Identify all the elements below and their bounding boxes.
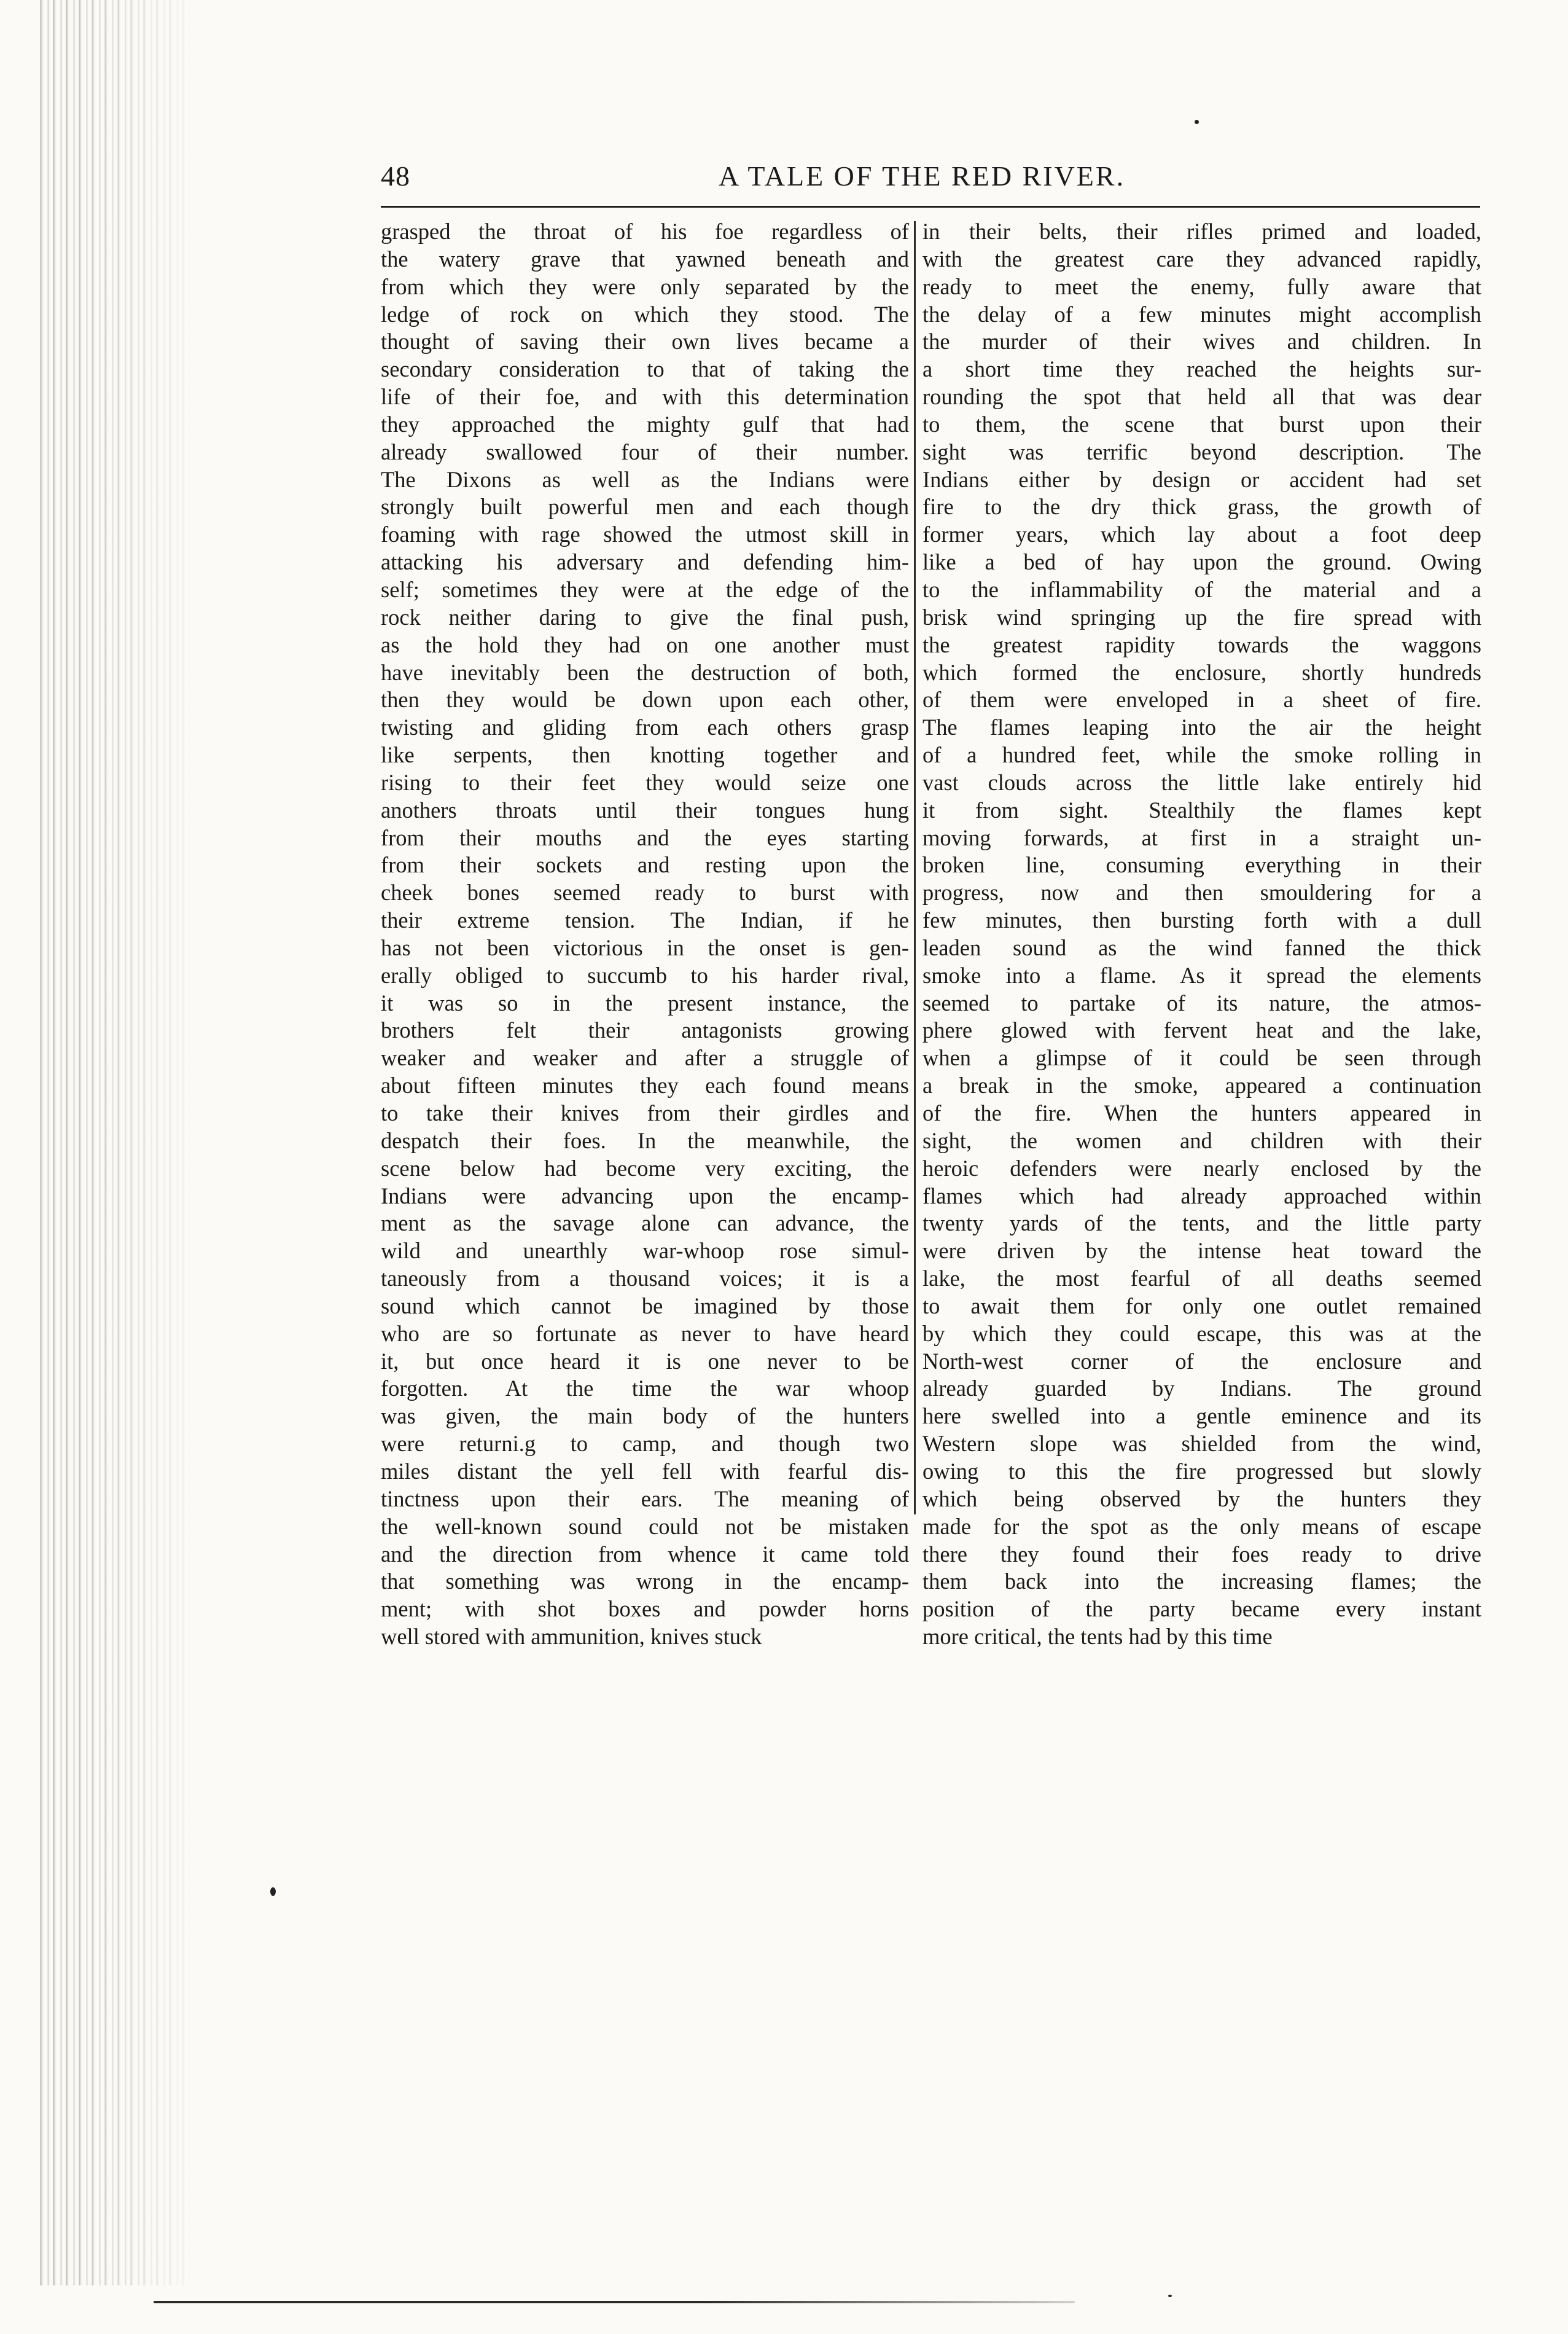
page-bottom-edge [154, 2301, 1075, 2303]
text-line: broken line, consuming everything in their [922, 852, 1481, 878]
text-line: from their mouths and the eyes starting [381, 824, 909, 850]
text-line: rounding the spot that held all that was dear [922, 384, 1481, 410]
text-line: has not been victorious in the onset is gen- [381, 934, 909, 960]
text-line: of them were enveloped in a sheet of fire. [922, 687, 1481, 713]
text-line: cheek bones seemed ready to burst with [381, 880, 909, 906]
text-line: ledge of rock on which they stood. The [381, 301, 909, 327]
text-line: to them, the scene that burst upon their [922, 411, 1481, 437]
text-line: Indians either by design or accident had set [922, 466, 1481, 492]
page-title: A TALE OF THE RED RIVER. [719, 160, 1126, 192]
text-line: twenty yards of the tents, and the little party [922, 1210, 1481, 1236]
text-line: ment as the savage alone can advance, the [381, 1210, 909, 1236]
text-line: have inevitably been the destruction of both, [381, 659, 909, 685]
text-line: made for the spot as the only means of escape [922, 1513, 1481, 1539]
text-line: sight, the women and children with their [922, 1127, 1481, 1153]
text-line: grasped the throat of his foe regardless of [381, 219, 909, 244]
text-line: vast clouds across the little lake entirely hid [922, 769, 1481, 795]
text-line: heroic defenders were nearly enclosed by the [922, 1155, 1481, 1181]
text-line: rising to their feet they would seize one [381, 769, 909, 795]
text-line: as the hold they had on one another must [381, 632, 909, 657]
text-line: were driven by the intense heat toward the [922, 1238, 1481, 1264]
text-line: sound which cannot be imagined by those [381, 1293, 909, 1318]
text-line: few minutes, then bursting forth with a dull [922, 907, 1481, 933]
left-text-column [381, 218, 909, 1651]
scanned-binding-edge [37, 0, 190, 2285]
text-line: ment; with shot boxes and powder horns [381, 1596, 909, 1622]
text-line: forgotten. At the time the war whoop [381, 1376, 909, 1401]
text-line: leaden sound as the wind fanned the thick [922, 934, 1481, 960]
text-line: ready to meet the enemy, fully aware that [922, 273, 1481, 299]
text-line: the watery grave that yawned beneath and [381, 246, 909, 272]
text-line: flames which had already approached within [922, 1183, 1481, 1208]
text-line: from which they were only separated by the [381, 273, 909, 299]
text-line: there they found their foes ready to drive [922, 1541, 1481, 1567]
text-line: who are so fortunate as never to have heard [381, 1320, 909, 1346]
text-line: in their belts, their rifles primed and loaded, [922, 219, 1481, 244]
text-line: brothers felt their antagonists growing [381, 1017, 909, 1043]
text-line: more critical, the tents had by this time [922, 1624, 1273, 1650]
text-line: to the inflammability of the material and a [922, 576, 1481, 602]
text-line: then they would be down upon each other, [381, 687, 909, 713]
text-line: the murder of their wives and children. In [922, 329, 1481, 354]
header-rule [381, 206, 1480, 208]
text-line: already swallowed four of their number. [381, 439, 909, 464]
text-line: was given, the main body of the hunters [381, 1403, 909, 1429]
text-line: which being observed by the hunters they [922, 1486, 1481, 1511]
text-line: the delay of a few minutes might accomplish [922, 301, 1481, 327]
page-number: 48 [381, 160, 410, 192]
text-line: to await them for only one outlet remained [922, 1293, 1481, 1318]
right-text-column [922, 218, 1481, 1651]
text-line: the greatest rapidity towards the waggons [922, 632, 1481, 657]
text-line: fire to the dry thick grass, the growth of [922, 494, 1481, 520]
text-line: about fifteen minutes they each found means [381, 1073, 909, 1098]
text-line: were returni.g to camp, and though two [381, 1431, 909, 1457]
text-line: smoke into a flame. As it spread the elements [922, 962, 1481, 988]
text-line: phere glowed with fervent heat and the lake, [922, 1017, 1481, 1043]
text-line: The flames leaping into the air the height [922, 715, 1481, 740]
text-line: with the greatest care they advanced rapidly, [922, 246, 1481, 272]
text-line: erally obliged to succumb to his harder rival, [381, 962, 909, 988]
ink-speck [1195, 120, 1199, 124]
text-line: taneously from a thousand voices; it is a [381, 1266, 909, 1291]
text-line: self; sometimes they were at the edge of the [381, 576, 909, 602]
text-line: foaming with rage showed the utmost skill in [381, 522, 909, 547]
text-line: weaker and weaker and after a struggle of [381, 1045, 909, 1071]
text-line: despatch their foes. In the meanwhile, the [381, 1127, 909, 1153]
text-line: anothers throats until their tongues hung [381, 797, 909, 823]
text-line: like a bed of hay upon the ground. Owing [922, 549, 1481, 575]
text-line: owing to this the fire progressed but slowly [922, 1458, 1481, 1484]
text-line: thought of saving their own lives became a [381, 329, 909, 354]
text-line: like serpents, then knotting together and [381, 742, 909, 768]
text-line: Western slope was shielded from the wind, [922, 1431, 1481, 1457]
text-line: it from sight. Stealthily the flames kept [922, 797, 1481, 823]
text-line: progress, now and then smouldering for a [922, 880, 1481, 906]
text-line: the well-known sound could not be mistaken [381, 1513, 909, 1539]
ink-speck [1168, 2295, 1172, 2297]
text-line: they approached the mighty gulf that had [381, 411, 909, 437]
text-line: moving forwards, at first in a straight un- [922, 824, 1481, 850]
text-line: from their sockets and resting upon the [381, 852, 909, 878]
text-line: their extreme tension. The Indian, if he [381, 907, 909, 933]
text-line: of the fire. When the hunters appeared in [922, 1100, 1481, 1126]
text-line: it was so in the present instance, the [381, 990, 909, 1016]
text-line: seemed to partake of its nature, the atmos- [922, 990, 1481, 1016]
text-line: life of their foe, and with this determination [381, 384, 909, 410]
text-line: to take their knives from their girdles and [381, 1100, 909, 1126]
text-line: brisk wind springing up the fire spread with [922, 604, 1481, 630]
text-line: by which they could escape, this was at the [922, 1320, 1481, 1346]
text-line: here swelled into a gentle eminence and its [922, 1403, 1481, 1429]
text-line: secondary consideration to that of taking the [381, 356, 909, 382]
text-line: which formed the enclosure, shortly hundreds [922, 659, 1481, 685]
text-line: North-west corner of the enclosure and [922, 1348, 1481, 1374]
text-line: position of the party became every instant [922, 1596, 1481, 1622]
text-line: miles distant the yell fell with fearful dis- [381, 1458, 909, 1484]
text-line: a break in the smoke, appeared a continuation [922, 1073, 1481, 1098]
text-line: strongly built powerful men and each though [381, 494, 909, 520]
text-line: The Dixons as well as the Indians were [381, 466, 909, 492]
text-line: twisting and gliding from each others grasp [381, 715, 909, 740]
text-line: scene below had become very exciting, the [381, 1155, 909, 1181]
text-line: tinctness upon their ears. The meaning of [381, 1486, 909, 1511]
text-line: when a glimpse of it could be seen through [922, 1045, 1481, 1071]
text-line: Indians were advancing upon the encamp- [381, 1183, 909, 1208]
ink-speck [270, 1887, 276, 1896]
text-line: of a hundred feet, while the smoke rolling in [922, 742, 1481, 768]
text-line: them back into the increasing flames; the [922, 1568, 1481, 1594]
text-line: wild and unearthly war-whoop rose simul- [381, 1238, 909, 1264]
text-line: sight was terrific beyond description. The [922, 439, 1481, 464]
text-line: lake, the most fearful of all deaths seemed [922, 1266, 1481, 1291]
text-line: it, but once heard it is one never to be [381, 1348, 909, 1374]
text-line: attacking his adversary and defending him- [381, 549, 909, 575]
text-line: former years, which lay about a foot deep [922, 522, 1481, 547]
text-line: a short time they reached the heights sur- [922, 356, 1481, 382]
text-line: rock neither daring to give the final push, [381, 604, 909, 630]
text-line: already guarded by Indians. The ground [922, 1376, 1481, 1401]
text-line: that something was wrong in the encamp- [381, 1568, 909, 1594]
text-line: well stored with ammunition, knives stuck [381, 1624, 762, 1650]
text-line: and the direction from whence it came told [381, 1541, 909, 1567]
running-head [381, 160, 1486, 203]
column-divider [914, 221, 916, 1514]
